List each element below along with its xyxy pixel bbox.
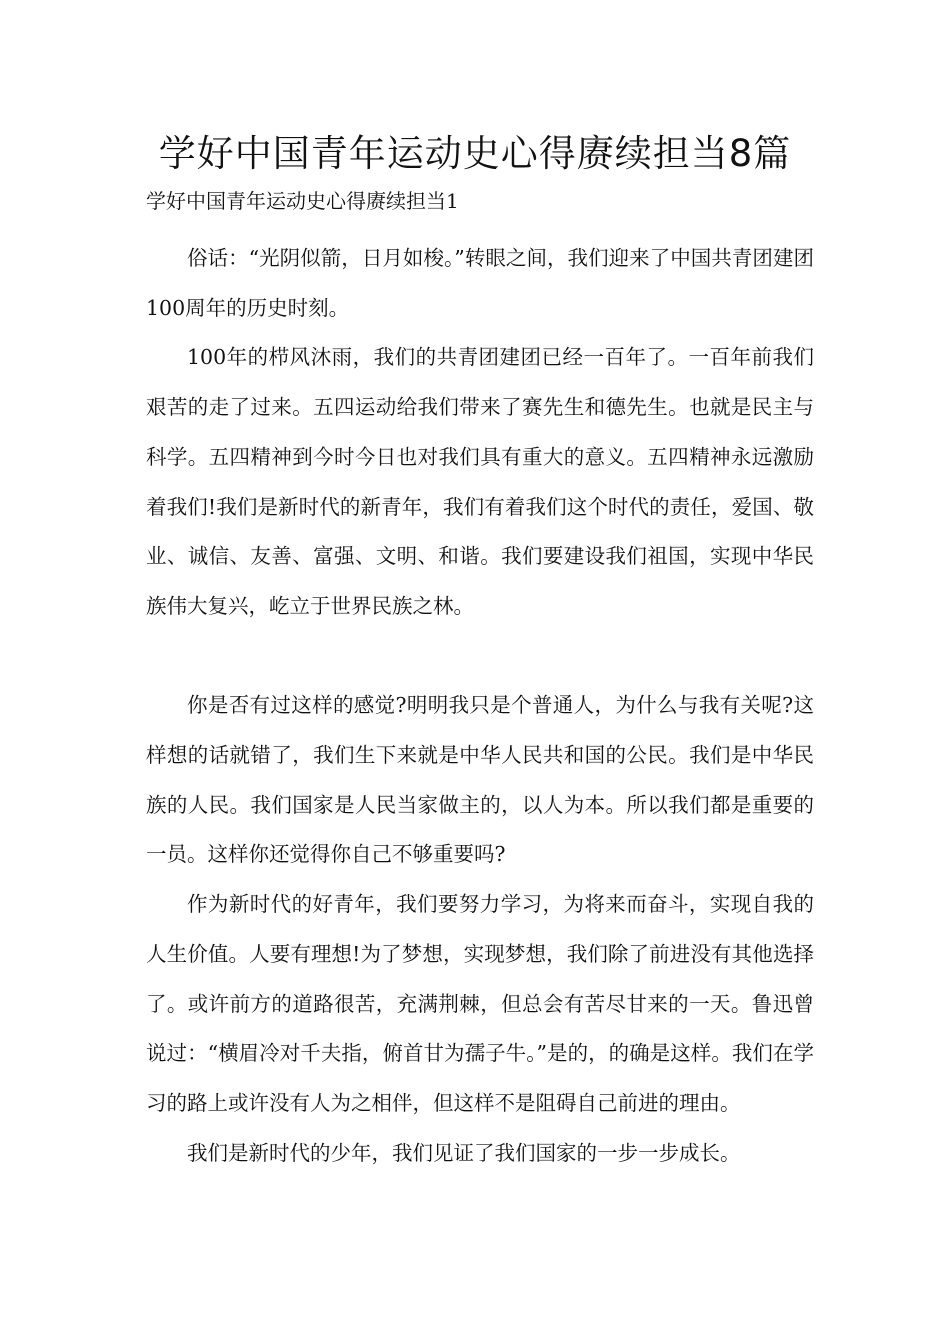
section-heading: 学好中国青年运动史心得赓续担当1 — [146, 189, 459, 213]
paragraph-5: 我们是新时代的少年，我们见证了我们国家的一步一步成长。 — [187, 1140, 741, 1165]
document-title: 学好中国青年运动史心得赓续担当8篇 — [158, 132, 792, 175]
paragraph-3: 你是否有过这样的感觉?明明我只是个普通人，为什么与我有关呢?这样想的话就错了，我们生下来就是中华人民共和国的公民。我们是中华民族的人民。我们国家是人民当家做主的，以人为本。所以我们都是重要的一员。这样你还觉得你自己不够重要吗? — [146, 693, 814, 867]
paragraph-spacer — [146, 632, 814, 682]
paragraph-2: 100年的栉风沐雨，我们的共青团建团已经一百年了。一百年前我们艰苦的走了过来。五四运动给我们带来了赛先生和德先生。也就是民主与科学。五四精神到今时今日也对我们具有重大的意义。五四精神永远激励着我们!我们是新时代的新青年，我们有着我们这个时代的责任，爱国、敬业、诚信、友善、富强、文明、和谐。我们要建设我们祖国，实现中华民族伟大复兴，屹立于世界民族之林。 — [146, 345, 814, 618]
paragraph-4: 作为新时代的好青年，我们要努力学习，为将来而奋斗，实现自我的人生价值。人要有理想!为了梦想，实现梦想，我们除了前进没有其他选择了。或许前方的道路很苦，充满荆棘，但总会有苦尽甘来的一天。鲁迅曾说过：“横眉冷对千夫指，俯首甘为孺子牛。”是的，的确是这样。我们在学习的路上或许没有人为之相伴，但这样不是阻碍自己前进的理由。 — [146, 892, 814, 1115]
document-body — [146, 234, 814, 1178]
paragraph-1: 俗话：“光阴似箭，日月如梭。”转眼之间，我们迎来了中国共青团建团100周年的历史时刻。 — [146, 246, 814, 320]
